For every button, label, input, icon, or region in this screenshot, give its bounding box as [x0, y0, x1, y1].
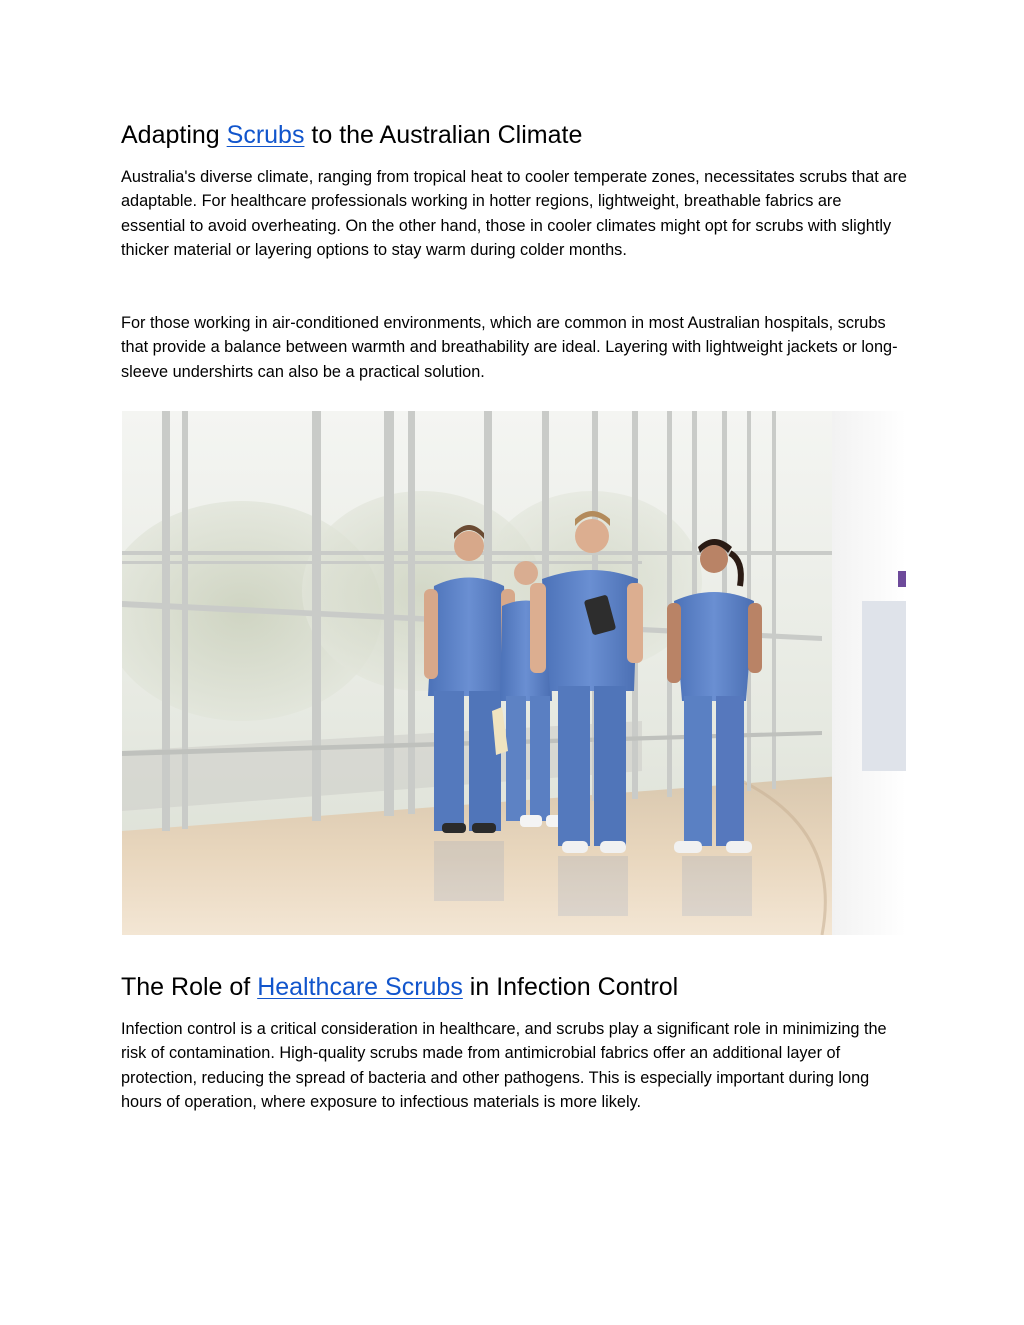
- heading-text-before: Adapting: [121, 121, 227, 149]
- infection-control-paragraph: Infection control is a critical consideration in healthcare, and scrubs play a significant role in minimizing the risk of contamination. High-quality scrubs made from antimicrobial fabrics offer an additional layer of protection, reducing the spread of bacteria and other pathogens. This is especially important during long hours of operation, where exposure to infectious materials is more likely.: [121, 1020, 887, 1111]
- heading-text-before: The Role of: [121, 973, 258, 1001]
- air-conditioned-paragraph: For those working in air-conditioned environments, which are common in most Australian hospitals, scrubs that provide a balance between warmth and breathability are ideal. Layering with lightweight jackets or long-sleeve undershirts can also be a practical solution.: [121, 314, 898, 381]
- heading-infection-control: [121, 971, 678, 1003]
- healthcare-workers-photo: [122, 411, 906, 935]
- healthcare-scrubs-link[interactable]: Healthcare Scrubs: [257, 973, 463, 1001]
- heading-text-after: in Infection Control: [462, 973, 679, 1001]
- climate-paragraph: Australia's diverse climate, ranging from tropical heat to cooler temperate zones, necessitates scrubs that are adaptable. For healthcare professionals working in hotter regions, lightweight, breathable fabrics are essential to avoid overheating. On the other hand, those in cooler climates might opt for scrubs with slightly thicker material or layering options to stay warm during colder months.: [121, 168, 907, 259]
- scrubs-link[interactable]: Scrubs: [226, 121, 305, 149]
- heading-adapting-scrubs: [121, 119, 582, 151]
- heading-text-after: to the Australian Climate: [304, 121, 583, 149]
